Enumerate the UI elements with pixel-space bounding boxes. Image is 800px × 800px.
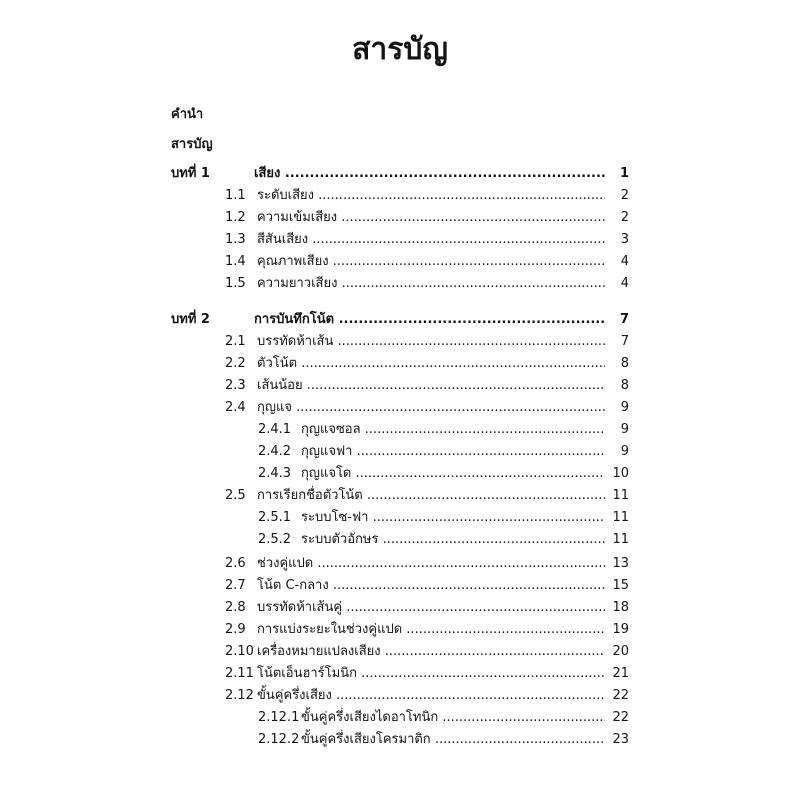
toc-section-row: [258, 729, 629, 751]
toc-number: 2.4: [225, 400, 246, 415]
toc-label: ขั้นคู่ครึ่งเสียง .....: [257, 685, 605, 707]
toc-label: ความเข้มเสียง .....: [257, 207, 605, 229]
toc-number: 2.3: [225, 378, 246, 393]
toc-number: บทที่ 2: [171, 312, 210, 327]
toc-label: ขั้นคู่ครึ่งเสียงไดอาโทนิก .....: [301, 707, 605, 729]
toc-section-row: [225, 575, 629, 597]
toc-number: 2.5.2: [258, 532, 292, 547]
toc-section-row: [225, 685, 629, 707]
toc-page-number: 4: [620, 276, 629, 291]
toc-page-number: 9: [620, 400, 629, 415]
toc-label: ขั้นคู่ครึ่งเสียงโครมาติก .....: [301, 729, 605, 751]
toc-number: 2.1: [225, 334, 246, 349]
toc-label: เสียง .....: [254, 163, 605, 185]
toc-label: กุญแจโด .....: [301, 463, 605, 485]
toc-page-number: 11: [612, 532, 629, 547]
toc-section-row: [225, 353, 629, 375]
toc-page-number: 15: [612, 578, 629, 593]
toc-section-row: [225, 185, 629, 207]
toc-page-number: 2: [620, 210, 629, 225]
toc-page-number: 3: [620, 232, 629, 247]
toc-label: ระบบโซ-ฟา .....: [301, 507, 605, 529]
toc-number: 1.4: [225, 254, 246, 269]
toc-label: การเรียกชื่อตัวโน้ต .....: [257, 485, 605, 507]
toc-number: 1.5: [225, 276, 246, 291]
toc-section-row: [225, 207, 629, 229]
toc-number: 1.2: [225, 210, 246, 225]
toc-label: ระดับเสียง .....: [257, 185, 605, 207]
toc-section-row: [225, 553, 629, 575]
toc-page-number: 11: [612, 510, 629, 525]
toc-number: 2.11: [225, 666, 254, 681]
toc-page-number: 20: [612, 644, 629, 659]
toc-number: 2.7: [225, 578, 246, 593]
toc-page-number: 2: [620, 188, 629, 203]
toc-label: บรรทัดห้าเส้น .....: [257, 331, 605, 353]
toc-label: สีสันเสียง .....: [257, 229, 605, 251]
toc-number: 1.1: [225, 188, 246, 203]
front-matter-toc: สารบัญ: [171, 137, 213, 152]
toc-section-row: [225, 331, 629, 353]
toc-number: 2.4.3: [258, 466, 292, 481]
toc-label: กุญแจ .....: [257, 397, 605, 419]
toc-label: การบันทึกโน้ต .....: [254, 309, 605, 331]
toc-page-number: 18: [612, 600, 629, 615]
toc-label: โน้ตเอ็นฮาร์โมนิก .....: [257, 663, 605, 685]
toc-label: เส้นน้อย .....: [257, 375, 605, 397]
toc-label: เครื่องหมายแปลงเสียง .....: [257, 641, 605, 663]
toc-label: ระบบตัวอักษร .....: [301, 529, 605, 551]
toc-section-row: [225, 619, 629, 641]
toc-number: 2.8: [225, 600, 246, 615]
toc-page-number: 4: [620, 254, 629, 269]
toc-page-number: 7: [620, 334, 629, 349]
toc-page-number: 13: [612, 556, 629, 571]
toc-label: ช่วงคู่แปด .....: [257, 553, 605, 575]
toc-number: 2.4.1: [258, 422, 292, 437]
toc-number: 2.12.1: [258, 710, 300, 725]
page-title: สารบัญ: [352, 32, 448, 67]
toc-number: 2.2: [225, 356, 246, 371]
toc-section-row: [258, 707, 629, 729]
toc-label: บรรทัดห้าเส้นคู่ .....: [257, 597, 605, 619]
toc-page-number: 22: [612, 710, 629, 725]
toc-page-number: 9: [620, 422, 629, 437]
toc-page-number: 22: [612, 688, 629, 703]
toc-page-number: 8: [620, 378, 629, 393]
toc-label: กุญแจซอล .....: [301, 419, 605, 441]
toc-section-row: [225, 397, 629, 419]
toc-label: ตัวโน้ต .....: [257, 353, 605, 375]
toc-label: การแบ่งระยะในช่วงคู่แปด .....: [257, 619, 605, 641]
toc-section-row: [225, 597, 629, 619]
toc-section-row: [258, 463, 629, 485]
toc-page-number: 23: [612, 732, 629, 747]
toc-label: คุณภาพเสียง .....: [257, 251, 605, 273]
toc-section-row: [225, 229, 629, 251]
toc-label: ความยาวเสียง .....: [257, 273, 605, 295]
toc-number: บทที่ 1: [171, 166, 210, 181]
toc-page-number: 11: [612, 488, 629, 503]
toc-number: 2.5: [225, 488, 246, 503]
toc-section-row: [225, 641, 629, 663]
toc-section-row: [258, 529, 629, 551]
toc-number: 2.9: [225, 622, 246, 637]
toc-page-number: 9: [620, 444, 629, 459]
toc-number: 2.12.2: [258, 732, 300, 747]
toc-number: 2.4.2: [258, 444, 292, 459]
toc-number: 2.5.1: [258, 510, 292, 525]
toc-page-number: 1: [619, 166, 629, 181]
toc-section-row: [225, 251, 629, 273]
toc-chapter-row: [171, 309, 629, 331]
toc-section-row: [225, 273, 629, 295]
toc-label: โน้ต C-กลาง .....: [257, 575, 605, 597]
toc-number: 2.10: [225, 644, 254, 659]
toc-section-row: [225, 375, 629, 397]
toc-number: 2.12: [225, 688, 254, 703]
toc-section-row: [258, 441, 629, 463]
toc-page-number: 19: [612, 622, 629, 637]
toc-section-row: [225, 663, 629, 685]
toc-number: 1.3: [225, 232, 246, 247]
front-matter-preface: คำนำ: [171, 107, 204, 122]
toc-chapter-row: [171, 163, 629, 185]
toc-page-number: 10: [612, 466, 629, 481]
toc-page-number: 7: [619, 312, 629, 327]
toc-number: 2.6: [225, 556, 246, 571]
toc-section-row: [225, 485, 629, 507]
toc-page-number: 21: [612, 666, 629, 681]
toc-section-row: [258, 507, 629, 529]
toc-label: กุญแจฟา .....: [301, 441, 605, 463]
toc-page-number: 8: [620, 356, 629, 371]
toc-section-row: [258, 419, 629, 441]
